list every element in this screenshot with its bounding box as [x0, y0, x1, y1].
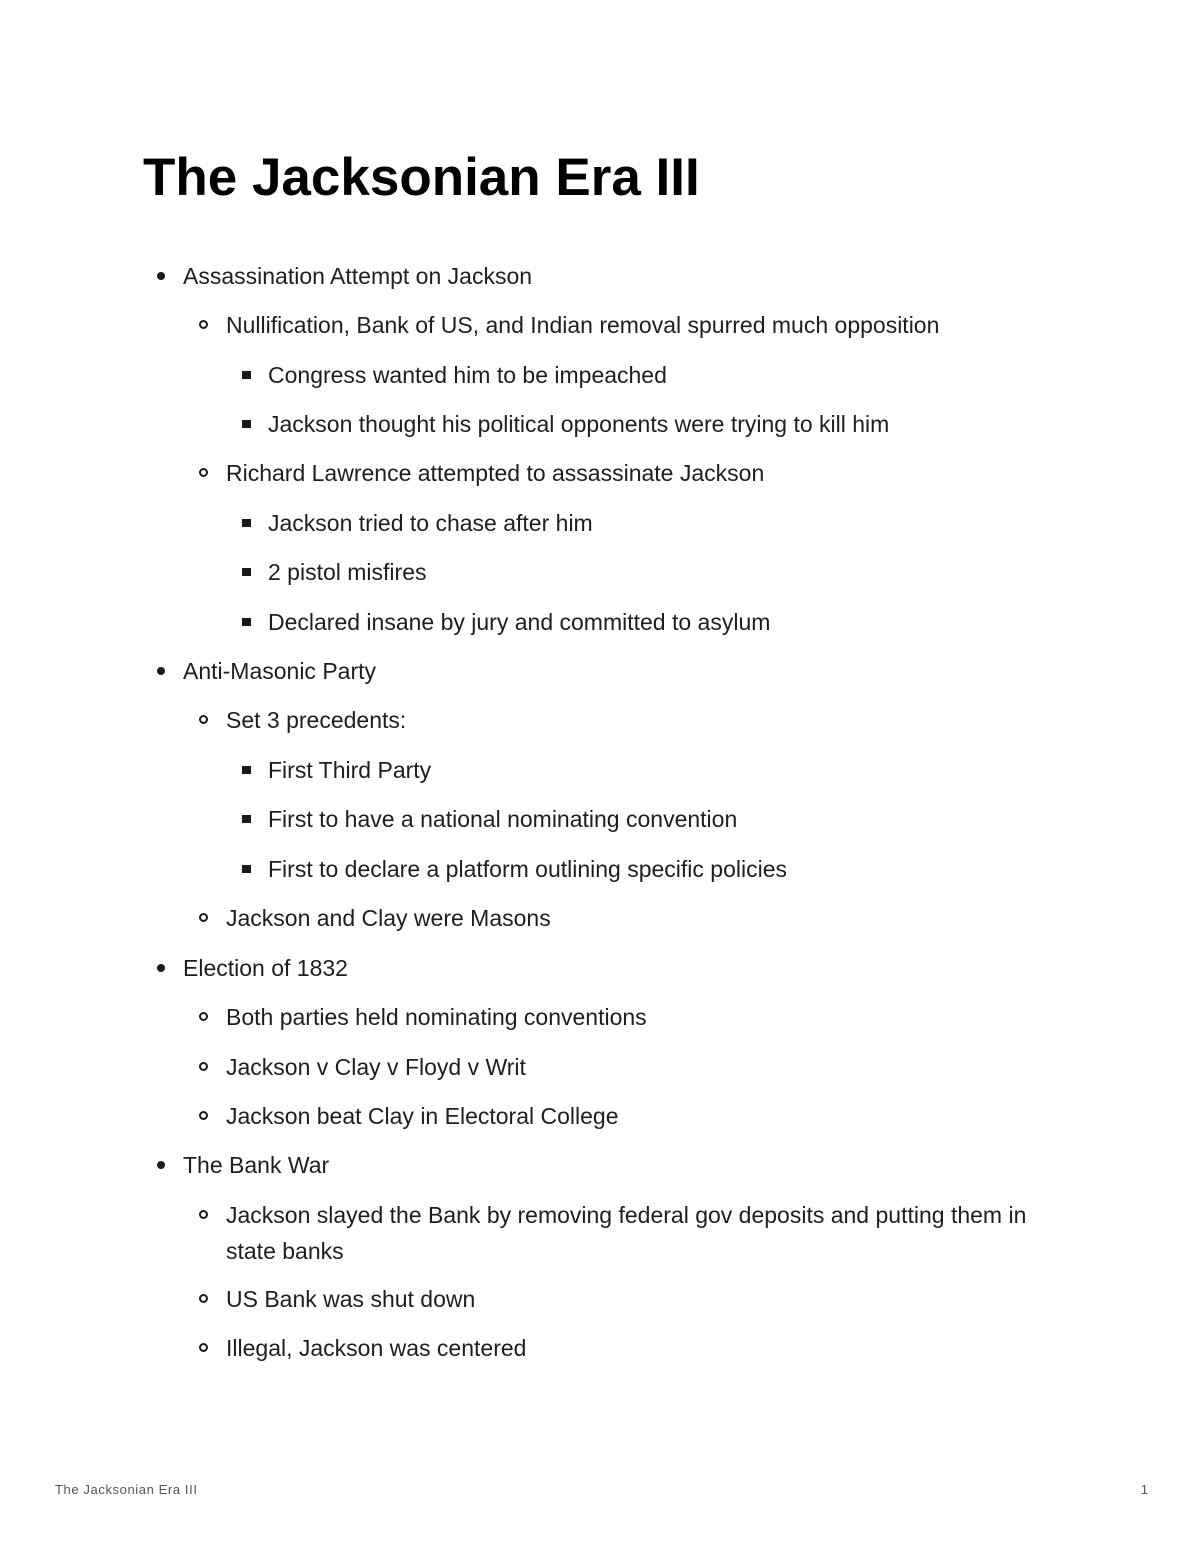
bullet-square-icon [242, 568, 251, 576]
bullet-square-icon [242, 618, 251, 626]
list-item-text: Set 3 precedents: [226, 707, 407, 733]
bullet-circle-icon [199, 1012, 208, 1021]
list-item-text: Jackson slayed the Bank by removing federal gov deposits and putting them in state banks [226, 1202, 1027, 1264]
list-item [226, 900, 1076, 936]
bullet-circle-icon [199, 913, 208, 922]
bullet-circle-icon [199, 1111, 208, 1120]
list-item [268, 604, 1078, 640]
list-item-text: 2 pistol misfires [268, 559, 427, 585]
list-item-text: Election of 1832 [183, 955, 348, 981]
bullet-circle-icon [199, 715, 208, 724]
list-item-text: Jackson tried to chase after him [268, 510, 593, 536]
footer-title: The Jacksonian Era III [55, 1482, 198, 1497]
bullet-square-icon [242, 766, 251, 774]
list-item-text: Congress wanted him to be impeached [268, 362, 667, 388]
list-item [183, 1147, 1083, 1183]
list-item [226, 1281, 1076, 1317]
list-item-text: Jackson and Clay were Masons [226, 905, 551, 931]
bullet-circle-icon [199, 1062, 208, 1071]
list-item [268, 357, 1078, 393]
list-item [268, 851, 1078, 887]
bullet-disc-icon [157, 272, 165, 280]
list-item [226, 455, 1076, 491]
list-item [268, 752, 1078, 788]
list-item [268, 554, 1078, 590]
list-item-text: Anti-Masonic Party [183, 658, 377, 684]
list-item-text: First to declare a platform outlining specific policies [268, 856, 788, 882]
list-item-text: US Bank was shut down [226, 1286, 476, 1312]
list-item [226, 1330, 1076, 1366]
bullet-circle-icon [199, 1294, 208, 1303]
list-item [226, 307, 1076, 343]
bullet-circle-icon [199, 1343, 208, 1352]
list-item-text: Assassination Attempt on Jackson [183, 263, 533, 289]
list-item [226, 1197, 1056, 1269]
bullet-circle-icon [199, 468, 208, 477]
page-title: The Jacksonian Era III [143, 148, 700, 207]
list-item-text: Richard Lawrence attempted to assassinate Jackson [226, 460, 765, 486]
list-item [226, 702, 1076, 738]
list-item [226, 1098, 1076, 1134]
list-item [226, 1049, 1076, 1085]
bullet-disc-icon [157, 1161, 165, 1169]
list-item [268, 505, 1078, 541]
list-item-text: Nullification, Bank of US, and Indian removal spurred much opposition [226, 312, 940, 338]
list-item [226, 999, 1076, 1035]
list-item [268, 801, 1078, 837]
list-item [268, 406, 1078, 442]
list-item-text: First to have a national nominating convention [268, 806, 738, 832]
bullet-disc-icon [157, 964, 165, 972]
list-item-text: Jackson v Clay v Floyd v Writ [226, 1054, 526, 1080]
list-item-text: Jackson beat Clay in Electoral College [226, 1103, 619, 1129]
bullet-square-icon [242, 519, 251, 527]
list-item-text: Declared insane by jury and committed to asylum [268, 609, 771, 635]
bullet-circle-icon [199, 320, 208, 329]
bullet-circle-icon [199, 1210, 208, 1219]
list-item-text: Jackson thought his political opponents were trying to kill him [268, 411, 890, 437]
bullet-square-icon [242, 815, 251, 823]
list-item-text: Illegal, Jackson was centered [226, 1335, 527, 1361]
list-item [183, 653, 1083, 689]
page-number: 1 [1140, 1482, 1148, 1497]
list-item [183, 950, 1083, 986]
bullet-square-icon [242, 371, 251, 379]
bullet-disc-icon [157, 667, 165, 675]
bullet-square-icon [242, 865, 251, 873]
list-item-text: First Third Party [268, 757, 432, 783]
list-item [183, 258, 1083, 294]
bullet-square-icon [242, 420, 251, 428]
list-item-text: Both parties held nominating conventions [226, 1004, 647, 1030]
list-item-text: The Bank War [183, 1152, 330, 1178]
